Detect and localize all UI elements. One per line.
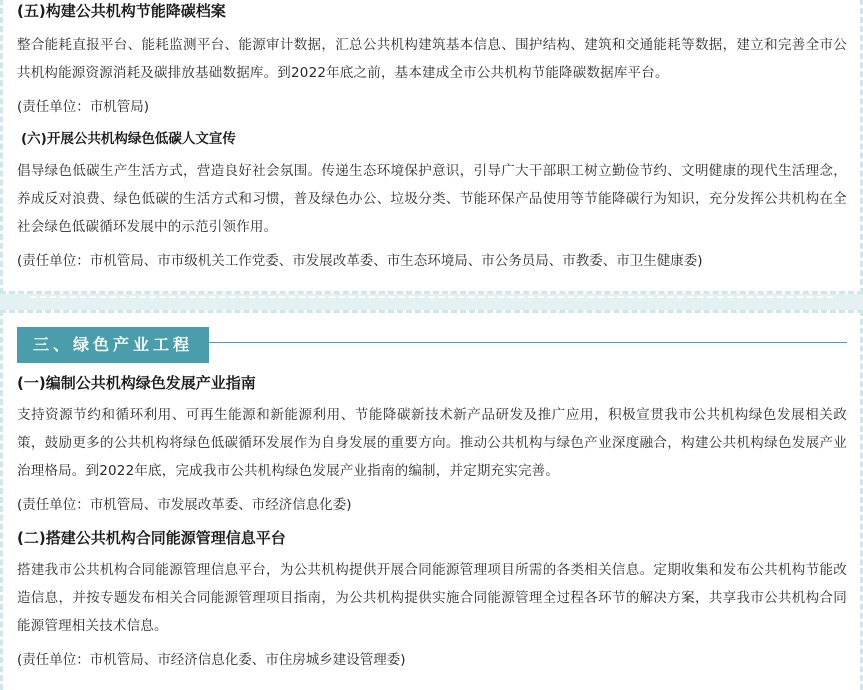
part5-block: [17, 0, 847, 117]
part1-block: [17, 372, 847, 515]
part6-text: [17, 157, 847, 271]
part5-heading: (五)构建公共机构节能降碳档案: [17, 2, 226, 20]
part6-body: 倡导绿色低碳生产生活方式，营造良好社会氛围。传递生态环境保护意识，引导广大干部职工树立勤俭节约、文明健康的现代生活理念，养成反对浪费、绿色低碳的生活方式和习惯，普及绿色办公、垃圾分类、节能环保产品使用等节能降碳行为知识，充分发挥公共机构在全社会绿色低碳循环发展中的示范引领作用。: [17, 163, 847, 235]
section3-header: [17, 327, 847, 363]
part2-body: 搭建我市公共机构合同能源管理信息平台，为公共机构提供开展合同能源管理项目所需的各类相关信息。定期收集和发布公共机构节能改造信息，并按专题发布相关合同能源管理项目指南，为公共机构提供实施合同能源管理全过程各环节的解决方案，共享我市公共机构合同能源管理相关技术信息。: [17, 562, 847, 634]
part1-heading: (一)编制公共机构绿色发展产业指南: [17, 374, 256, 392]
part5-responsible: (责任单位：市机管局): [17, 99, 150, 115]
section3-title: 三、绿色产业工程: [17, 327, 209, 363]
part6-heading: (六)开展公共机构绿色低碳人文宣传: [21, 131, 236, 147]
part2-block: [17, 527, 847, 670]
part1-body: 支持资源节约和循环利用、可再生能源和新能源利用、节能降碳新技术新产品研发及推广应用，积极宣贯我市公共机构绿色发展相关政策，鼓励更多的公共机构将绿色低碳循环发展作为自身发展的重要方向。推动公共机构与绿色产业深度融合，构建公共机构绿色发展产业治理格局。到2022年底，完成我市公共机构绿色发展产业指南的编制，并定期充实完善。: [17, 407, 847, 479]
part1-responsible: (责任单位：市机管局、市发展改革委、市经济信息化委): [17, 497, 352, 513]
part2-heading: (二)搭建公共机构合同能源管理信息平台: [17, 529, 286, 547]
part6-responsible: (责任单位：市机管局、市市级机关工作党委、市发展改革委、市生态环境局、市公务员局、市教委、市卫生健康委): [17, 253, 703, 269]
part6-block: [21, 128, 847, 150]
part5-body: 整合能耗直报平台、能耗监测平台、能源审计数据，汇总公共机构建筑基本信息、围护结构、建筑和交通能耗等数据，建立和完善全市公共机构能源资源消耗及碳排放基础数据库。到2022年底之前，基本建成全市公共机构节能降碳数据库平台。: [17, 37, 847, 81]
part2-responsible: (责任单位：市机管局、市经济信息化委、市住房城乡建设管理委): [17, 652, 406, 668]
